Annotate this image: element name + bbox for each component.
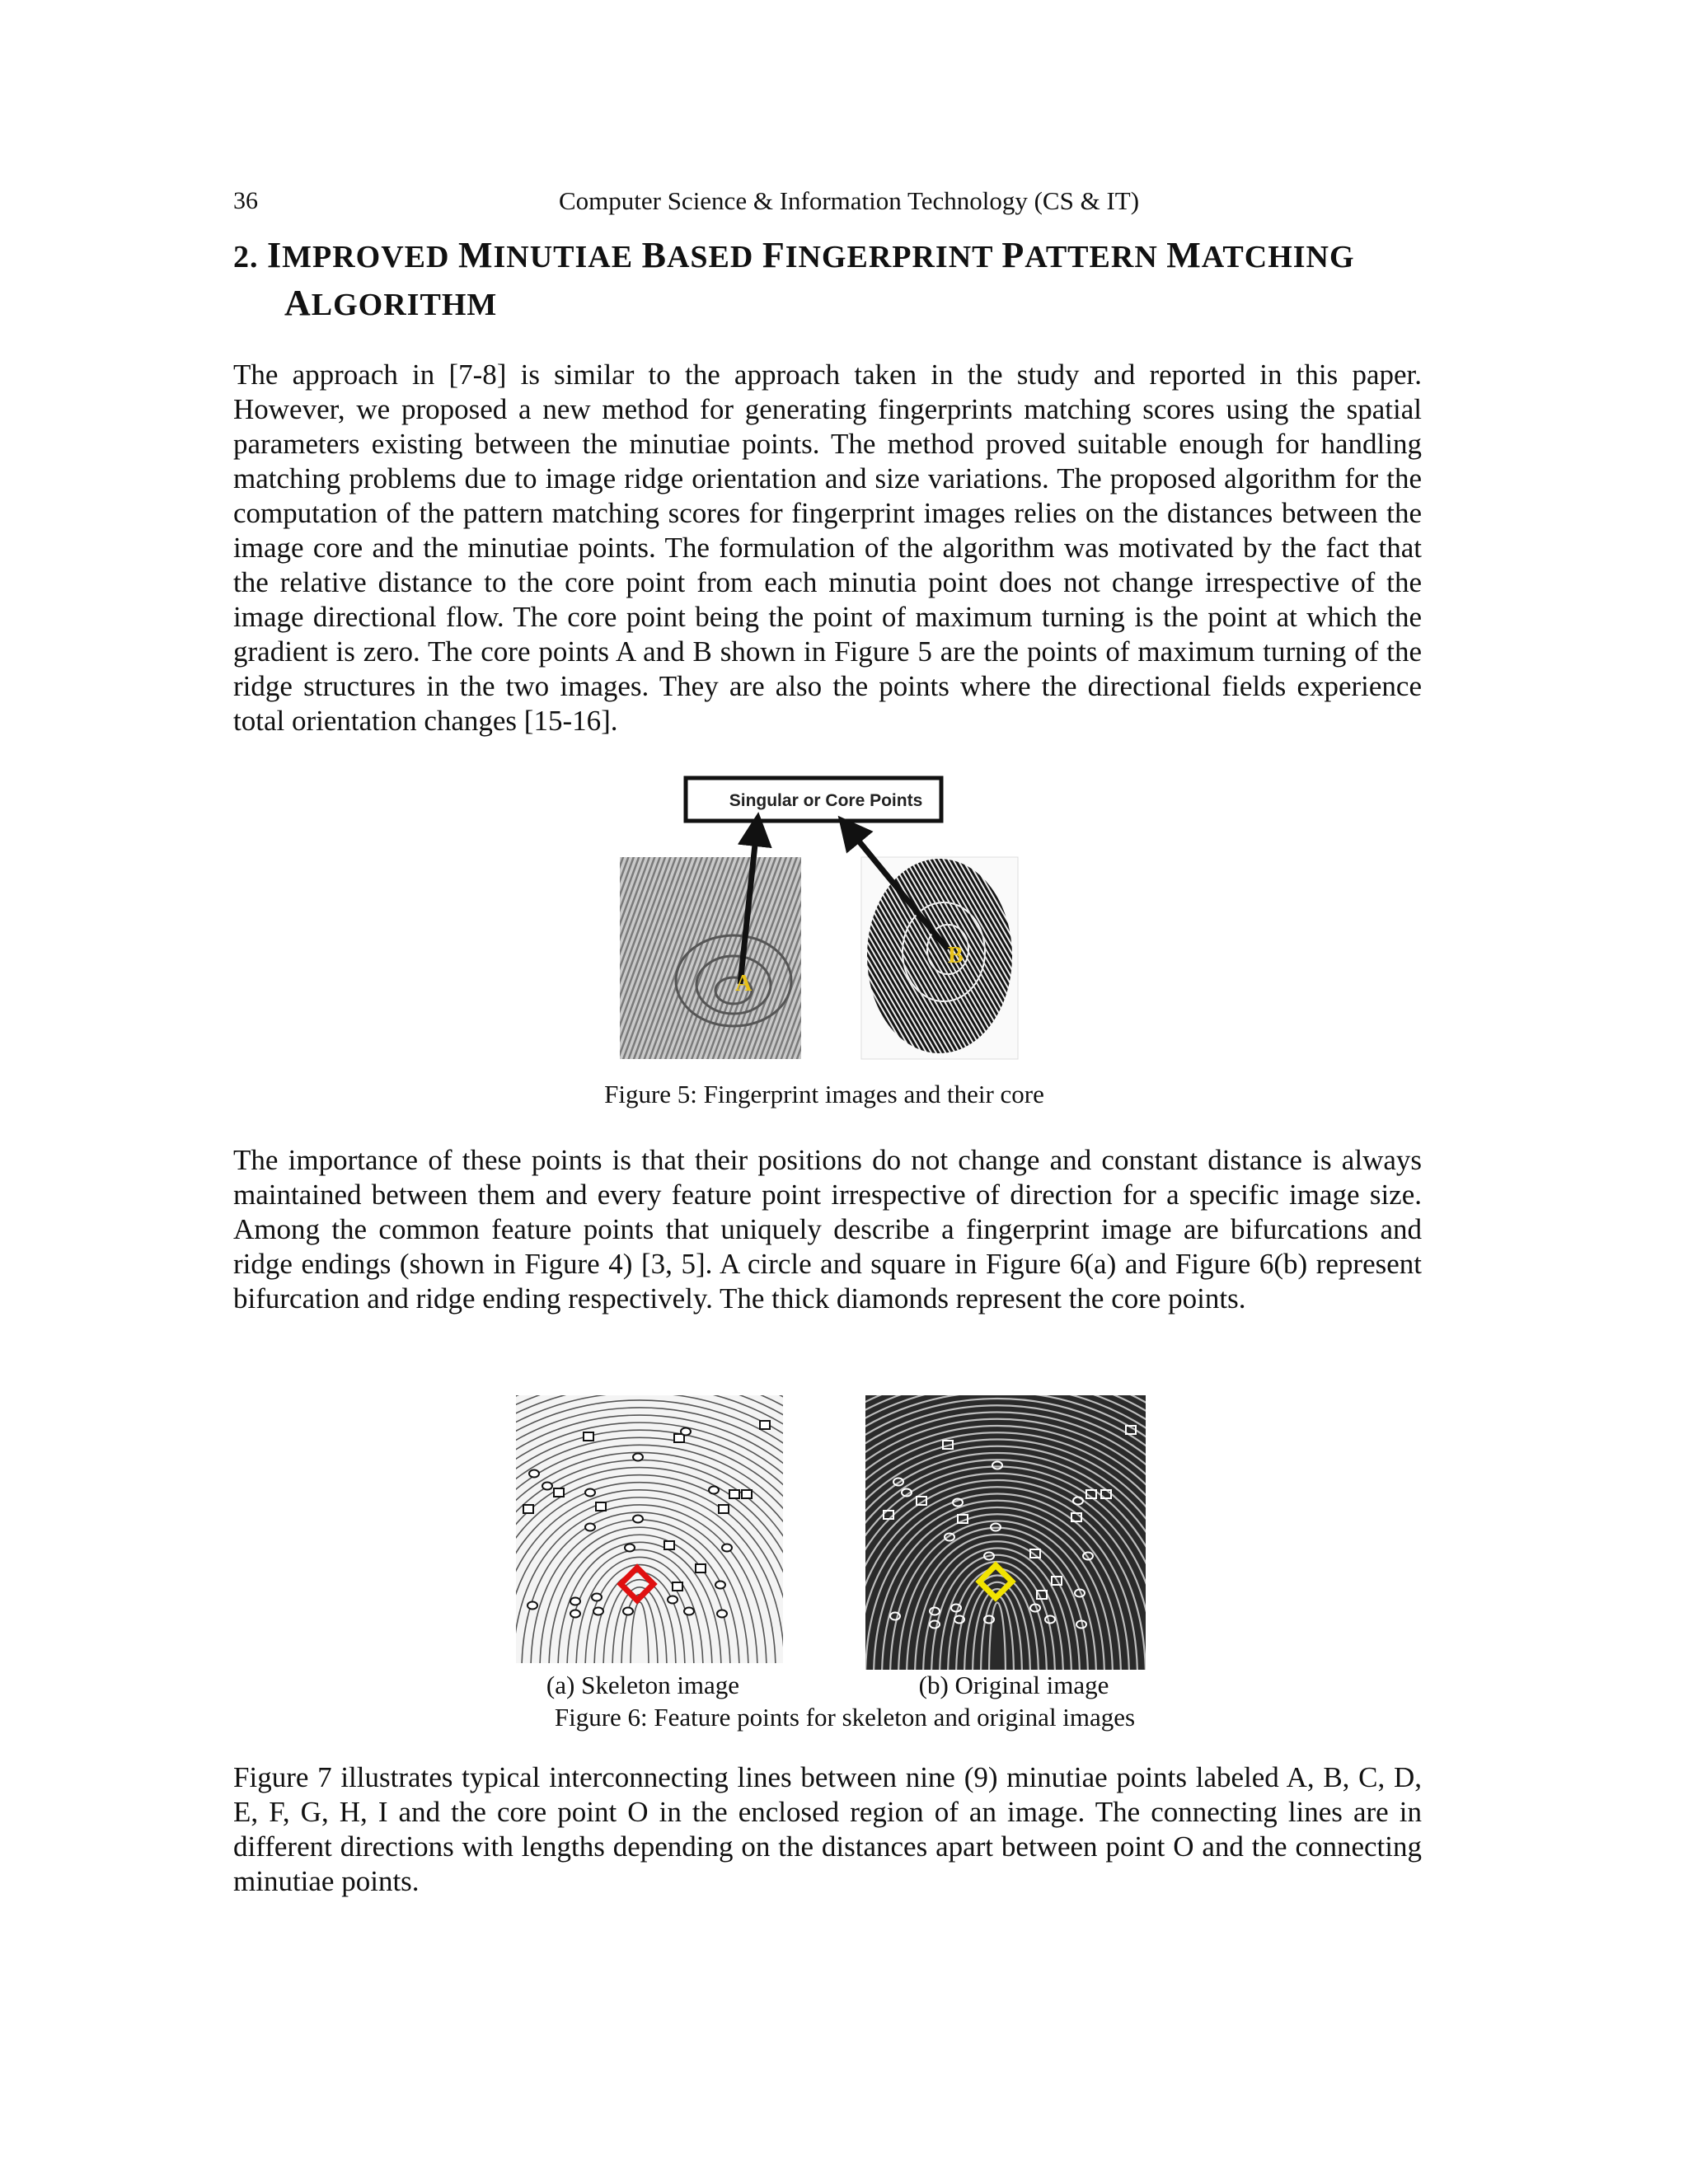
bifurcation-marker bbox=[585, 1489, 595, 1497]
bifurcation-marker bbox=[542, 1483, 552, 1490]
section-title-word: MINUTIAE bbox=[457, 235, 634, 275]
bifurcation-marker bbox=[585, 1524, 595, 1531]
bifurcation-marker bbox=[593, 1608, 603, 1615]
bifurcation-marker bbox=[623, 1608, 633, 1615]
bifurcation-marker bbox=[722, 1544, 732, 1552]
ridge-ending-marker bbox=[729, 1490, 739, 1498]
section-title-word: IMPROVED bbox=[267, 235, 450, 275]
body-paragraph-2: The importance of these points is that their positions do not change and constant distance is always maintained between them and every feature point irrespective of direction for a specific image size. Among the common feature points that uniquely describe a fingerprint image are bifurcations and ridge endings (shown in Figure 4) [3, 5]. A circle and square in Figure 6(a) and Figure 6(b) represent bifurcation and ridge ending respectively. The thick diamonds represent the core points. bbox=[233, 1144, 1422, 1315]
section-title-word: BASED bbox=[641, 235, 754, 275]
core-points-label: Singular or Core Points bbox=[729, 791, 923, 810]
ridge-ending-marker bbox=[719, 1505, 729, 1513]
bifurcation-marker bbox=[625, 1544, 635, 1552]
bifurcation-marker bbox=[709, 1487, 719, 1494]
section-title-line1 bbox=[233, 232, 1422, 280]
ridge-ending-marker bbox=[523, 1505, 533, 1513]
figure-6-caption: Figure 6: Feature points for skeleton and original images bbox=[554, 1703, 1136, 1732]
bifurcation-marker bbox=[570, 1598, 580, 1605]
bifurcation-marker bbox=[633, 1516, 643, 1523]
core-label-b: B bbox=[948, 943, 964, 968]
core-points-label-box bbox=[686, 778, 941, 821]
ridge-ending-marker bbox=[554, 1488, 564, 1497]
section-number: 2. bbox=[233, 240, 259, 274]
section-title-word: ALGORITHM bbox=[284, 283, 498, 323]
figure-5-caption: Figure 5: Fingerprint images and their core bbox=[604, 1080, 1044, 1108]
fingerprint-image-a bbox=[620, 857, 801, 1059]
figure-6b-label: (b) Original image bbox=[918, 1671, 1109, 1699]
figure-6a-skeleton-image bbox=[516, 1395, 783, 1663]
page-number: 36 bbox=[233, 187, 258, 214]
figure-6b-original-image bbox=[865, 1395, 1146, 1670]
ridge-ending-marker bbox=[696, 1564, 706, 1572]
ridge-ending-marker bbox=[596, 1502, 606, 1511]
section-title-word: MATCHING bbox=[1166, 235, 1355, 275]
fingerprint-image-b bbox=[861, 857, 1018, 1059]
core-label-a: A bbox=[735, 971, 753, 996]
bifurcation-marker bbox=[684, 1608, 694, 1615]
body-paragraph-3: Figure 7 illustrates typical interconnecting lines between nine (9) minutiae points labeled A, B, C, D, E, F, G, H, I and the core point O in the enclosed region of an image. The connecting lines are in different directions with lengths depending on the distances apart between point O and the connecting minutiae points. bbox=[233, 1761, 1422, 1897]
section-title bbox=[233, 232, 1422, 328]
figure-6a-label: (a) Skeleton image bbox=[546, 1671, 740, 1699]
ridge-ending-marker bbox=[584, 1432, 593, 1441]
section-title-line2 bbox=[233, 280, 1422, 328]
bifurcation-marker bbox=[715, 1582, 725, 1589]
running-head: Computer Science & Information Technology (CS & IT) bbox=[558, 186, 1140, 215]
ridge-ending-marker bbox=[664, 1541, 674, 1549]
bifurcation-marker bbox=[592, 1594, 602, 1601]
bifurcation-marker bbox=[668, 1596, 678, 1604]
section-title-word: FINGERPRINT bbox=[762, 235, 993, 275]
figure-5 bbox=[610, 775, 1071, 1080]
body-paragraph-1: The approach in [7-8] is similar to the approach taken in the study and reported in this paper. However, we proposed a new method for generating fingerprints matching scores using the spatial parameters existing between the minutiae points. The method proved suitable enough for handling matching problems due to image ridge orientation and size variations. The proposed algorithm for the computation of the pattern matching scores for fingerprint images relies on the distances between the image core and the minutiae points. The formulation of the algorithm was motivated by the fact that the relative distance to the core point from each minutia point does not change irrespective of the image directional flow. The core point being the point of maximum turning is the point at which the gradient is zero. The core points A and B shown in Figure 5 are the points of maximum turning of the ridge structures in the two images. They are also the points where the directional fields experience total orientation changes [15-16]. bbox=[233, 359, 1422, 737]
bifurcation-marker bbox=[633, 1454, 643, 1461]
bifurcation-marker bbox=[570, 1610, 580, 1618]
ridge-ending-marker bbox=[760, 1421, 770, 1429]
bifurcation-marker bbox=[529, 1470, 539, 1478]
bifurcation-marker bbox=[717, 1610, 727, 1618]
bifurcation-marker bbox=[528, 1602, 537, 1610]
section-title-word: PATTERN bbox=[1001, 235, 1158, 275]
ridge-ending-marker bbox=[742, 1490, 752, 1498]
ridge-ending-marker bbox=[673, 1582, 682, 1591]
bifurcation-marker bbox=[681, 1428, 691, 1436]
